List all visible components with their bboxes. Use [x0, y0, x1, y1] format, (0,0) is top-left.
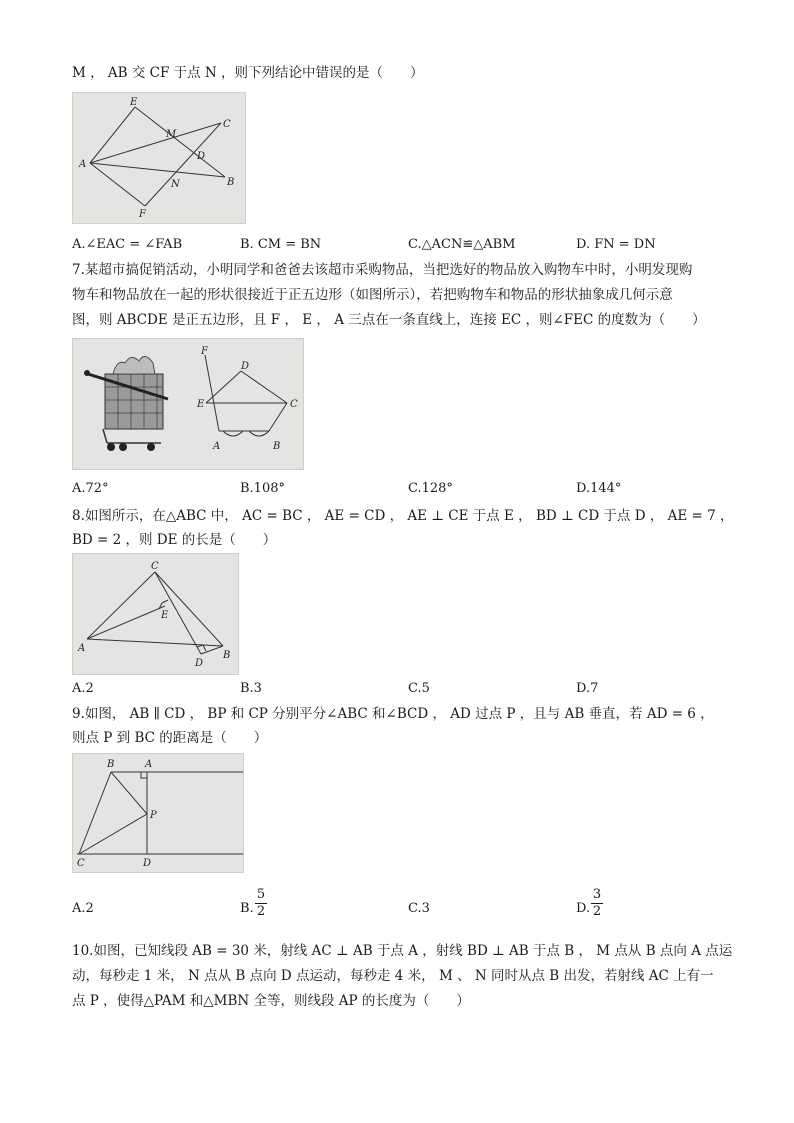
q9-label-b: B: [107, 759, 115, 770]
q6-label-c: C: [223, 119, 231, 130]
q8-label-a: A: [78, 643, 86, 654]
q7-label-a: A: [213, 441, 221, 452]
q9-option-b-denominator: 2: [256, 904, 266, 919]
q7-line-1: 7.某超市搞促销活动，小明同学和爸爸去该超市采购物品，当把选好的物品放入购物车中时，小明发现购: [72, 262, 693, 278]
q7-label-c: C: [290, 399, 298, 410]
q7-label-b: B: [273, 441, 281, 452]
q9-option-d-numerator: 3: [592, 887, 602, 902]
q9-option-b-numerator: 5: [256, 887, 266, 902]
q6-option-c: C.△ACN≌△ABM: [408, 237, 516, 252]
q7-label-e: E: [197, 399, 205, 410]
q8-option-a: A.2: [72, 681, 94, 696]
q10-line-1: 10.如图，已知线段 AB = 30 米，射线 AC ⊥ AB 于点 A ，射线 BD ⊥ AB 于点 B ， M 点从 B 点向 A 点运: [72, 943, 733, 959]
q6-label-m: M: [166, 129, 177, 140]
q9-option-c: C.3: [408, 901, 430, 916]
q9-option-d-fraction: [591, 888, 603, 919]
q7-line-2: 物车和物品放在一起的形状很接近于正五边形（如图所示），若把购物车和物品的形状抽象成几何示意: [72, 287, 673, 303]
q9-option-b: B.: [240, 901, 254, 916]
q7-label-d: D: [241, 361, 250, 372]
q8-label-d: D: [195, 658, 204, 669]
q8-label-c: C: [151, 561, 159, 572]
q8-option-c: C.5: [408, 681, 430, 696]
q8-label-b: B: [223, 650, 231, 661]
q7-option-b: B.108°: [240, 481, 285, 496]
q9-line-1: 9.如图， AB ∥ CD ， BP 和 CP 分别平分∠ABC 和∠BCD ， AD 过点 P ，且与 AB 垂直，若 AD = 6 ，: [72, 706, 714, 722]
q9-label-a: A: [145, 759, 153, 770]
q6-option-b: B. CM = BN: [240, 237, 322, 252]
q8-option-d: D.7: [576, 681, 599, 696]
q6-label-f: F: [139, 209, 146, 220]
q8-label-e: E: [161, 610, 169, 621]
q8-line-1: 8.如图所示，在△ABC 中， AC = BC ， AE = CD ， AE ⊥ CE 于点 E ， BD ⊥ CD 于点 D ， AE = 7 ，: [72, 508, 734, 524]
q9-figure: [72, 753, 244, 873]
shopping-cart-icon: [84, 356, 168, 451]
q8-option-b: B.3: [240, 681, 262, 696]
q9-option-d-denominator: 2: [592, 904, 602, 919]
q9-option-a: A.2: [72, 901, 94, 916]
q9-label-p: P: [150, 810, 157, 821]
q6-label-e: E: [130, 97, 138, 108]
q10-line-2: 动，每秒走 1 米， N 点从 B 点向 D 点运动，每秒走 4 米， M 、 N 同时从点 B 出发，若射线 AC 上有一: [72, 968, 714, 984]
q9-option-d: D.: [576, 901, 591, 916]
q6-label-b: B: [227, 177, 235, 188]
q10-line-3: 点 P ，使得△PAM 和△MBN 全等，则线段 AP 的长度为（ ）: [72, 993, 470, 1009]
q9-option-b-fraction: [255, 888, 267, 919]
q7-option-c: C.128°: [408, 481, 453, 496]
q6-label-n: N: [171, 179, 180, 190]
q7-option-d: D.144°: [576, 481, 622, 496]
q7-option-a: A.72°: [72, 481, 109, 496]
q9-line-2: 则点 P 到 BC 的距离是（ ）: [72, 730, 268, 746]
q7-figure: [72, 338, 304, 470]
q6-figure: [72, 92, 246, 224]
q6-label-a: A: [79, 159, 87, 170]
q6-label-d: D: [197, 151, 206, 162]
q9-label-d: D: [143, 858, 152, 869]
q8-figure: [72, 553, 239, 675]
q8-line-2: BD = 2 ，则 DE 的长是（ ）: [72, 532, 277, 548]
q6-stem-tail: M ， AB 交 CF 于点 N ，则下列结论中错误的是（ ）: [72, 65, 424, 81]
q6-option-a: A.∠EAC = ∠FAB: [72, 237, 183, 252]
q7-line-3: 图，则 ABCDE 是正五边形，且 F ， E ， A 三点在一条直线上，连接 EC ，则∠FEC 的度数为（ ）: [72, 312, 706, 328]
q7-label-f: F: [201, 346, 208, 357]
q9-label-c: C: [77, 858, 85, 869]
q6-option-d: D. FN = DN: [576, 237, 656, 252]
